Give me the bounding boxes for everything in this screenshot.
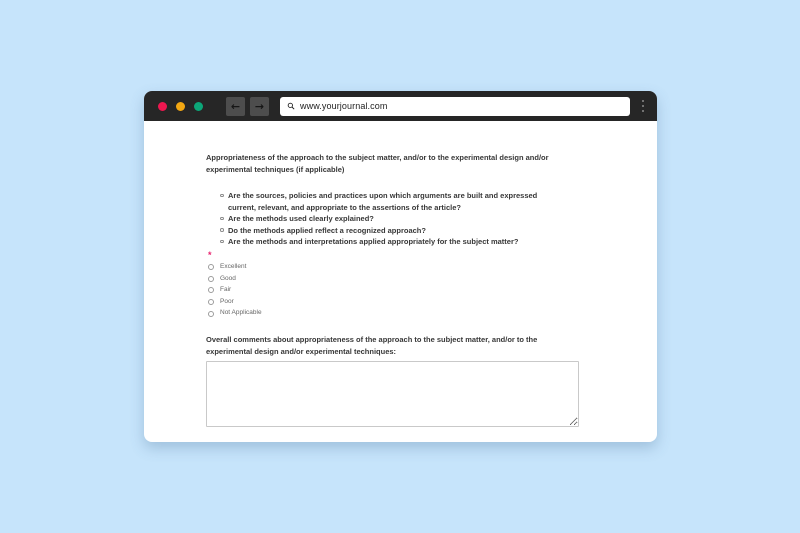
bullet-icon bbox=[220, 228, 224, 232]
question-heading: Appropriateness of the approach to the subject matter, and/or to the experimental design and/or experimental techniques (if applicable) bbox=[206, 153, 549, 174]
radio-option-not-applicable[interactable] bbox=[206, 308, 657, 320]
kebab-dot bbox=[642, 100, 645, 103]
required-field-marker: * bbox=[208, 249, 212, 260]
radio-label: Not Applicable bbox=[220, 309, 262, 317]
window-minimize-button[interactable] bbox=[176, 102, 185, 111]
forward-arrow-icon: → bbox=[254, 99, 265, 113]
criteria-item bbox=[220, 190, 657, 213]
url-bar[interactable] bbox=[280, 97, 630, 116]
radio-option-fair[interactable] bbox=[206, 285, 657, 297]
radio-button[interactable] bbox=[208, 299, 214, 305]
kebab-dot bbox=[642, 105, 645, 108]
criteria-list bbox=[220, 190, 657, 248]
window-maximize-button[interactable] bbox=[194, 102, 203, 111]
radio-button[interactable] bbox=[208, 276, 214, 282]
bullet-icon bbox=[220, 240, 224, 244]
browser-menu-button[interactable] bbox=[641, 98, 646, 115]
radio-label: Fair bbox=[220, 286, 232, 294]
radio-label: Poor bbox=[220, 297, 234, 305]
back-arrow-icon: ← bbox=[230, 99, 241, 113]
radio-label: Good bbox=[220, 274, 236, 282]
browser-titlebar bbox=[144, 91, 657, 121]
comments-heading: Overall comments about appropriateness of the approach to the subject matter, and/or to the experimental design and/or experimental techniques: bbox=[206, 335, 538, 356]
rating-radio-group bbox=[206, 262, 657, 320]
radio-label: Excellent bbox=[220, 263, 247, 271]
radio-option-poor[interactable] bbox=[206, 296, 657, 308]
url-text: www.yourjournal.com bbox=[300, 101, 388, 111]
radio-option-good[interactable] bbox=[206, 273, 657, 285]
browser-window bbox=[144, 91, 657, 442]
criteria-item bbox=[220, 213, 657, 225]
criteria-text: Are the sources, policies and practices upon which arguments are built and expressed current, relevant, and appropriate to the assertions of the article? bbox=[228, 191, 538, 212]
forward-button[interactable] bbox=[250, 97, 269, 116]
bullet-icon bbox=[220, 194, 224, 198]
radio-option-excellent[interactable] bbox=[206, 262, 657, 274]
bullet-icon bbox=[220, 217, 224, 221]
form-content bbox=[144, 121, 657, 427]
comments-textarea[interactable] bbox=[206, 361, 579, 427]
criteria-item bbox=[220, 225, 657, 237]
criteria-item bbox=[220, 236, 657, 248]
criteria-text: Are the methods used clearly explained? bbox=[228, 214, 374, 223]
search-icon bbox=[287, 102, 295, 110]
radio-button[interactable] bbox=[208, 264, 214, 270]
criteria-text: Are the methods and interpretations applied appropriately for the subject matter? bbox=[228, 237, 519, 246]
window-close-button[interactable] bbox=[158, 102, 167, 111]
radio-button[interactable] bbox=[208, 311, 214, 317]
back-button[interactable] bbox=[226, 97, 245, 116]
criteria-text: Do the methods applied reflect a recognized approach? bbox=[228, 225, 426, 235]
kebab-dot bbox=[642, 110, 645, 113]
radio-button[interactable] bbox=[208, 287, 214, 293]
